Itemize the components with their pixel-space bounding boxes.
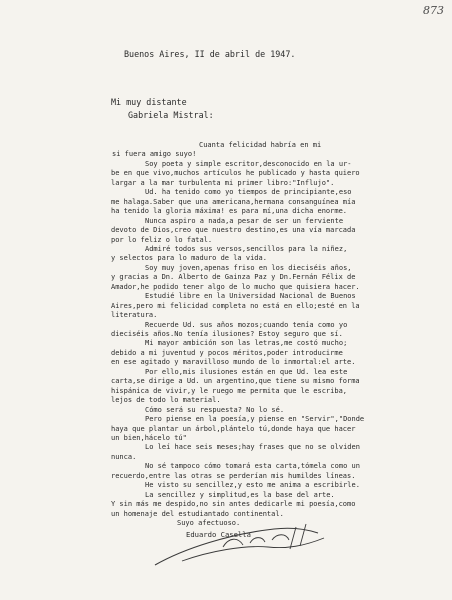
letter-line: y selectos para lo maduro de la vida. (111, 254, 267, 263)
salutation-line-2: Gabriela Mistral: (128, 110, 214, 120)
letter-line: me halaga.Saber que una americana,hermana consanguínea mía (111, 197, 356, 206)
letter-line: Admiré todos sus versos,sencillos para la niñez, (145, 244, 348, 253)
letter-line: Estudié libre en la Universidad Nacional de Buenos (145, 292, 356, 301)
letter-line: dieciséis años.No tenía ilusiones? Estoy seguro que sí. (111, 330, 343, 338)
signature-typed-name: Eduardo Casella (186, 530, 251, 539)
letter-line: Cuanta felicidad habría en mi (199, 141, 322, 149)
letter-line: un homenaje del estudiantado continental. (111, 509, 284, 518)
letter-line: Lo leí hace seis meses;hay frases que no se olviden (145, 443, 360, 452)
letter-line: be en que vivo,muchos artículos he publicado y hasta quiero (111, 169, 360, 178)
letter-line: Amador,he podido tener algo de lo mucho que quisiera hacer. (111, 282, 360, 291)
letter-line: nunca. (111, 452, 137, 461)
letter-line: literatura. (111, 311, 158, 320)
letter-line: lejos de todo lo material. (111, 396, 221, 405)
letter-line: Nunca aspiro a nada,a pesar de ser un ferviente (145, 216, 344, 225)
letter-line: Por ello,mis ilusiones están en que Ud. lea este (145, 367, 348, 376)
letter-line: ha tenido la gloria máxima! es para mí,una dicha enorme. (111, 207, 348, 216)
letter-line: Pero piense en la poesía,y piense en "Servir","Donde (145, 415, 365, 424)
letter-line: carta,se dirige a Ud. un argentino,que tiene su mismo forma (111, 377, 360, 386)
letter-line: Soy muy joven,apenas friso en los dieciséis años, (145, 263, 352, 272)
letter-line: Y sin más me despido,no sin antes dedicarle mi poesía,como (111, 500, 356, 509)
letter-line: recuerdo,entre las otras se perderían mis humildes líneas. (111, 471, 356, 480)
salutation-line-1: Mi muy distante (111, 97, 187, 107)
letter-line: Ud. ha tenido como yo tiempos de principiante,eso (145, 188, 352, 197)
letter-line: Soy poeta y simple escritor,desconocido en la ur- (145, 159, 352, 168)
letter-line: haya que plantar un árbol,plántelo tú,donde haya que hacer (111, 424, 356, 433)
letter-line: No sé tampoco cómo tomará esta carta,tómela como un (145, 462, 360, 471)
letter-line: Suyo afectuoso. (177, 519, 241, 527)
letter-line: devoto de Dios,creo que nuestro destino,es una vía marcada (111, 226, 356, 235)
letter-line: He visto su sencillez,y esto me anima a escribirle. (145, 481, 360, 490)
letter-line: y gracias a Dn. Alberto de Gainza Paz y Dn.Fernán Félix de (111, 273, 356, 282)
letter-line: si fuera amigo suyo! (112, 150, 197, 159)
letter-line: en ese agitado y maravilloso mundo de lo inmortal:el arte. (111, 358, 356, 367)
letter-line: debido a mi juventud y pocos méritos,poder introducirme (111, 348, 343, 357)
letter-line: Cómo será su respuesta? No lo sé. (145, 405, 285, 414)
letter-line: Aires,pero mi felicidad completa no está en ello;esté en la (111, 301, 360, 310)
archive-number: 873 (423, 4, 444, 17)
letter-line: por lo feliz o lo fatal. (111, 235, 213, 244)
letter-line: Mi mayor ambición son las letras,me costó mucho; (145, 339, 348, 348)
letter-line: un bien,hácelo tú" (111, 433, 187, 442)
letter-line: Recuerde Ud. sus años mozos;cuando tenía como yo (145, 320, 348, 329)
letter-line: hispánica de vivir,y le ruego me permita que le escriba, (111, 386, 348, 395)
letter-line: La sencillez y simplitud,es la base del arte. (145, 490, 335, 499)
letter-line: largar a la mar turbulenta mi primer libro:"Influjo". (111, 178, 335, 187)
dateline: Buenos Aires, II de abril de 1947. (124, 49, 296, 59)
